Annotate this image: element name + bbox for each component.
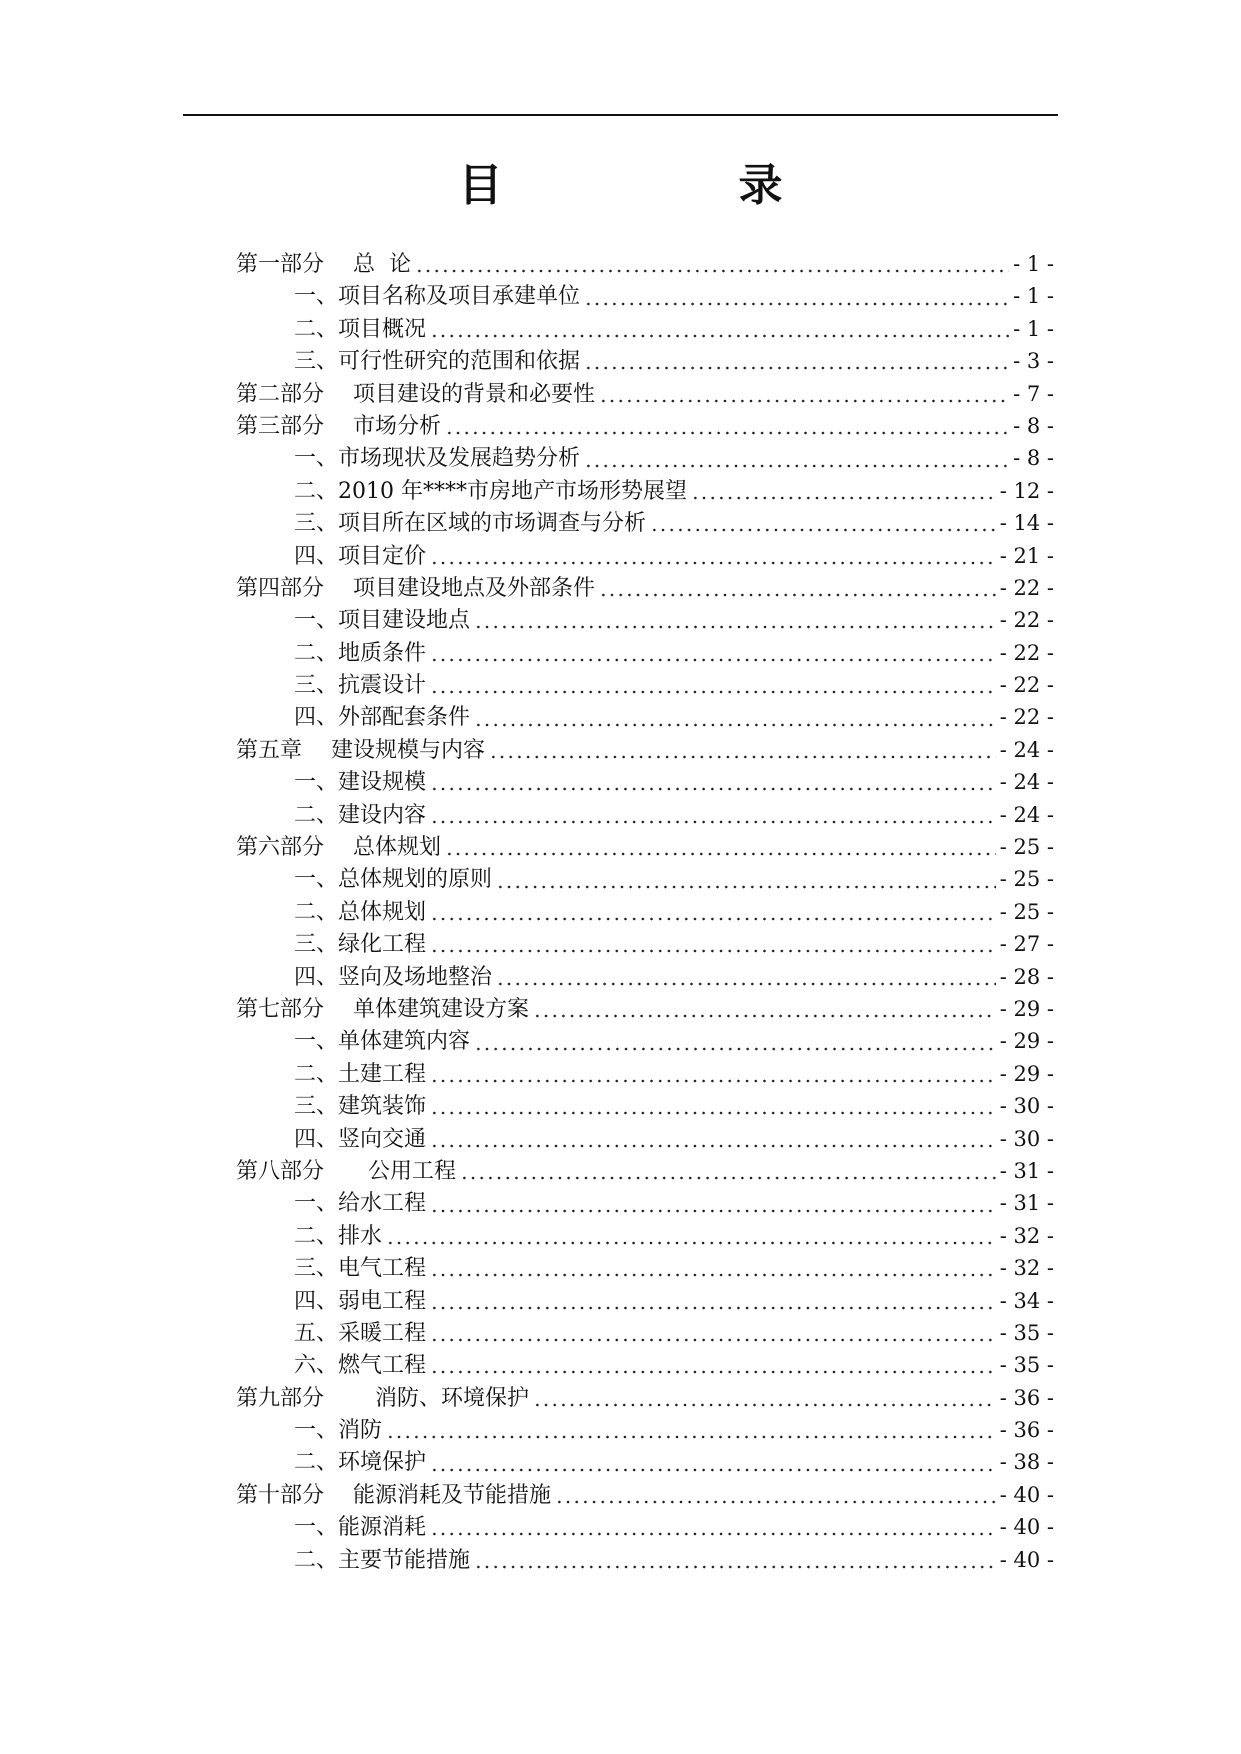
toc-subsection-entry[interactable]	[236, 540, 1054, 572]
toc-entry-page-number: - 30 -	[999, 1126, 1054, 1151]
dot-leader	[430, 657, 996, 663]
toc-entry-label: 四、外部配套条件	[294, 705, 471, 731]
toc-section-entry[interactable]	[236, 1155, 1054, 1187]
dot-leader	[460, 1175, 996, 1181]
dot-leader	[496, 981, 996, 987]
toc-entry-page-number: - 22 -	[999, 608, 1054, 633]
toc-entry-label: 三、电气工程	[294, 1256, 427, 1282]
toc-entry-page-number: - 31 -	[999, 1158, 1054, 1183]
toc-entry-page-number: - 32 -	[999, 1223, 1054, 1248]
toc-subsection-entry[interactable]	[236, 604, 1054, 636]
toc-entry-page-number: - 25 -	[999, 867, 1054, 892]
toc-entry-page-number: - 29 -	[999, 1029, 1054, 1054]
toc-subsection-entry[interactable]	[236, 1220, 1054, 1252]
toc-entry-page-number: - 31 -	[999, 1191, 1054, 1216]
toc-entry-label: 一、能源消耗	[294, 1515, 427, 1541]
toc-entry-label: 二、2010 年****市房地产市场形势展望	[294, 478, 687, 504]
toc-entry-page-number: - 27 -	[999, 932, 1054, 957]
toc-subsection-entry[interactable]	[236, 637, 1054, 669]
dot-leader	[584, 365, 1009, 371]
toc-entry-label: 二、土建工程	[294, 1061, 427, 1087]
dot-leader	[386, 1240, 996, 1246]
dot-leader	[430, 1208, 996, 1214]
dot-leader	[474, 1046, 996, 1052]
toc-entry-page-number: - 22 -	[999, 705, 1054, 730]
dot-leader	[599, 398, 1009, 404]
toc-entry-label: 三、抗震设计	[294, 673, 427, 699]
toc-entry-page-number: - 30 -	[999, 1094, 1054, 1119]
toc-subsection-entry[interactable]	[236, 1025, 1054, 1057]
toc-entry-label: 三、可行性研究的范围和依据	[294, 349, 581, 375]
toc-subsection-entry[interactable]	[236, 507, 1054, 539]
toc-entry-page-number: - 1 -	[1013, 252, 1054, 276]
dot-leader	[430, 1110, 996, 1116]
toc-subsection-entry[interactable]	[236, 345, 1054, 377]
toc-subsection-entry[interactable]	[236, 313, 1054, 345]
toc-entry-label: 一、给水工程	[294, 1191, 427, 1217]
toc-entry-label: 二、地质条件	[294, 640, 427, 666]
toc-entry-page-number: - 14 -	[999, 511, 1054, 536]
toc-entry-page-number: - 40 -	[999, 1482, 1054, 1507]
toc-subsection-entry[interactable]	[236, 1090, 1054, 1122]
dot-leader	[430, 1143, 996, 1149]
toc-section-entry[interactable]	[236, 1382, 1054, 1414]
dot-leader	[430, 1467, 996, 1473]
toc-subsection-entry[interactable]	[236, 475, 1054, 507]
toc-entry-page-number: - 8 -	[1013, 413, 1054, 438]
toc-entry-label: 二、总体规划	[294, 899, 427, 925]
dot-leader	[474, 722, 996, 728]
toc-entry-label: 二、项目概况	[294, 316, 427, 342]
toc-list	[236, 248, 1054, 1576]
toc-entry-label: 二、排水	[294, 1223, 383, 1249]
toc-entry-label: 四、弱电工程	[294, 1288, 427, 1314]
toc-entry-page-number: - 8 -	[1013, 446, 1054, 471]
dot-leader	[430, 819, 996, 825]
toc-subsection-entry[interactable]	[236, 1252, 1054, 1284]
toc-entry-page-number: - 28 -	[999, 964, 1054, 989]
toc-entry-page-number: - 24 -	[999, 802, 1054, 827]
dot-leader	[430, 560, 996, 566]
toc-entry-label: 三、绿化工程	[294, 932, 427, 958]
toc-entry-label: 第十部分 能源消耗及节能措施	[236, 1482, 551, 1508]
toc-title: 目 录	[458, 160, 879, 211]
toc-subsection-entry[interactable]	[236, 863, 1054, 895]
dot-leader	[691, 495, 996, 501]
toc-entry-page-number: - 7 -	[1013, 381, 1054, 406]
toc-entry-page-number: - 34 -	[999, 1288, 1054, 1313]
toc-entry-page-number: - 1 -	[1013, 316, 1054, 341]
toc-entry-label: 第八部分 公用工程	[236, 1158, 457, 1184]
toc-subsection-entry[interactable]	[236, 961, 1054, 993]
dot-leader	[555, 1499, 996, 1505]
dot-leader	[430, 1272, 996, 1278]
toc-subsection-entry[interactable]	[236, 280, 1054, 312]
toc-entry-label: 一、单体建筑内容	[294, 1029, 471, 1055]
toc-subsection-entry[interactable]	[236, 928, 1054, 960]
toc-subsection-entry[interactable]	[236, 1544, 1054, 1576]
toc-entry-label: 四、竖向交通	[294, 1126, 427, 1152]
toc-section-entry[interactable]	[236, 410, 1054, 442]
toc-entry-page-number: - 22 -	[999, 673, 1054, 698]
toc-entry-page-number: - 36 -	[999, 1418, 1054, 1443]
dot-leader	[474, 624, 996, 630]
toc-subsection-entry[interactable]	[236, 669, 1054, 701]
toc-entry-label: 第九部分 消防、环境保护	[236, 1385, 529, 1411]
toc-entry-page-number: - 38 -	[999, 1450, 1054, 1475]
dot-leader	[599, 592, 996, 598]
toc-subsection-entry[interactable]	[236, 766, 1054, 798]
toc-subsection-entry[interactable]	[236, 1349, 1054, 1381]
toc-subsection-entry[interactable]	[236, 1285, 1054, 1317]
toc-entry-label: 四、竖向及场地整治	[294, 964, 493, 990]
toc-entry-label: 一、总体规划的原则	[294, 867, 493, 893]
dot-leader	[430, 1531, 996, 1537]
toc-entry-label: 三、项目所在区域的市场调查与分析	[294, 511, 647, 537]
dot-leader	[489, 754, 996, 760]
dot-leader	[430, 1369, 996, 1375]
toc-entry-label: 一、项目名称及项目承建单位	[294, 284, 581, 310]
toc-subsection-entry[interactable]	[236, 701, 1054, 733]
toc-entry-page-number: - 32 -	[999, 1256, 1054, 1281]
toc-entry-label: 第一部分 总 论	[236, 252, 411, 277]
toc-entry-page-number: - 29 -	[999, 1061, 1054, 1086]
toc-subsection-entry[interactable]	[236, 1414, 1054, 1446]
toc-section-entry[interactable]	[236, 1479, 1054, 1511]
toc-section-entry[interactable]	[236, 993, 1054, 1025]
toc-subsection-entry[interactable]	[236, 1317, 1054, 1349]
toc-entry-label: 三、建筑装饰	[294, 1094, 427, 1120]
toc-section-entry[interactable]	[236, 378, 1054, 410]
toc-section-entry[interactable]	[236, 248, 1054, 280]
dot-leader	[445, 430, 1009, 436]
toc-section-entry[interactable]	[236, 831, 1054, 863]
toc-entry-page-number: - 40 -	[999, 1547, 1054, 1572]
toc-entry-page-number: - 25 -	[999, 835, 1054, 860]
dot-leader	[496, 884, 996, 890]
toc-entry-label: 一、建设规模	[294, 770, 427, 796]
toc-entry-page-number: - 12 -	[999, 478, 1054, 503]
toc-entry-page-number: - 21 -	[999, 543, 1054, 568]
toc-entry-page-number: - 35 -	[999, 1353, 1054, 1378]
toc-entry-label: 五、采暖工程	[294, 1320, 427, 1346]
toc-entry-label: 第七部分 单体建筑建设方案	[236, 996, 529, 1022]
dot-leader	[430, 689, 996, 695]
toc-entry-page-number: - 36 -	[999, 1385, 1054, 1410]
toc-section-entry[interactable]	[236, 572, 1054, 604]
toc-entry-label: 第三部分 市场分析	[236, 413, 441, 439]
toc-entry-label: 四、项目定价	[294, 543, 427, 569]
toc-entry-page-number: - 24 -	[999, 770, 1054, 795]
dot-leader	[430, 916, 996, 922]
header-rule	[183, 114, 1058, 116]
toc-subsection-entry[interactable]	[236, 1058, 1054, 1090]
toc-entry-page-number: - 35 -	[999, 1320, 1054, 1345]
toc-entry-page-number: - 3 -	[1013, 349, 1054, 374]
dot-leader	[430, 1337, 996, 1343]
toc-entry-label: 六、燃气工程	[294, 1353, 427, 1379]
dot-leader	[445, 851, 996, 857]
dot-leader	[533, 1013, 996, 1019]
dot-leader	[430, 1078, 996, 1084]
dot-leader	[533, 1402, 996, 1408]
toc-subsection-entry[interactable]	[236, 442, 1054, 474]
toc-entry-label: 第六部分 总体规划	[236, 835, 441, 861]
toc-subsection-entry[interactable]	[236, 1187, 1054, 1219]
toc-entry-label: 第四部分 项目建设地点及外部条件	[236, 575, 595, 601]
toc-entry-label: 第二部分 项目建设的背景和必要性	[236, 381, 595, 407]
toc-entry-label: 第五章 建设规模与内容	[236, 737, 485, 763]
dot-leader	[584, 301, 1009, 307]
toc-subsection-entry[interactable]	[236, 1511, 1054, 1543]
toc-entry-label: 二、建设内容	[294, 802, 427, 828]
dot-leader	[474, 1564, 996, 1570]
toc-entry-label: 一、市场现状及发展趋势分析	[294, 446, 581, 472]
toc-entry-page-number: - 29 -	[999, 996, 1054, 1021]
toc-entry-page-number: - 22 -	[999, 640, 1054, 665]
dot-leader	[430, 786, 996, 792]
dot-leader	[386, 1434, 996, 1440]
toc-section-entry[interactable]	[236, 734, 1054, 766]
toc-entry-label: 一、消防	[294, 1418, 383, 1444]
dot-leader	[430, 1305, 996, 1311]
toc-entry-page-number: - 1 -	[1013, 284, 1054, 309]
toc-entry-page-number: - 24 -	[999, 737, 1054, 762]
toc-subsection-entry[interactable]	[236, 1446, 1054, 1478]
toc-subsection-entry[interactable]	[236, 799, 1054, 831]
toc-entry-page-number: - 22 -	[999, 575, 1054, 600]
toc-subsection-entry[interactable]	[236, 1123, 1054, 1155]
toc-subsection-entry[interactable]	[236, 896, 1054, 928]
toc-entry-page-number: - 25 -	[999, 899, 1054, 924]
dot-leader	[430, 948, 996, 954]
toc-entry-label: 二、主要节能措施	[294, 1547, 471, 1573]
toc-entry-label: 二、环境保护	[294, 1450, 427, 1476]
toc-entry-page-number: - 40 -	[999, 1515, 1054, 1540]
toc-entry-label: 一、项目建设地点	[294, 608, 471, 634]
dot-leader	[415, 268, 1009, 274]
dot-leader	[584, 463, 1009, 469]
dot-leader	[430, 333, 1009, 339]
dot-leader	[650, 527, 996, 533]
